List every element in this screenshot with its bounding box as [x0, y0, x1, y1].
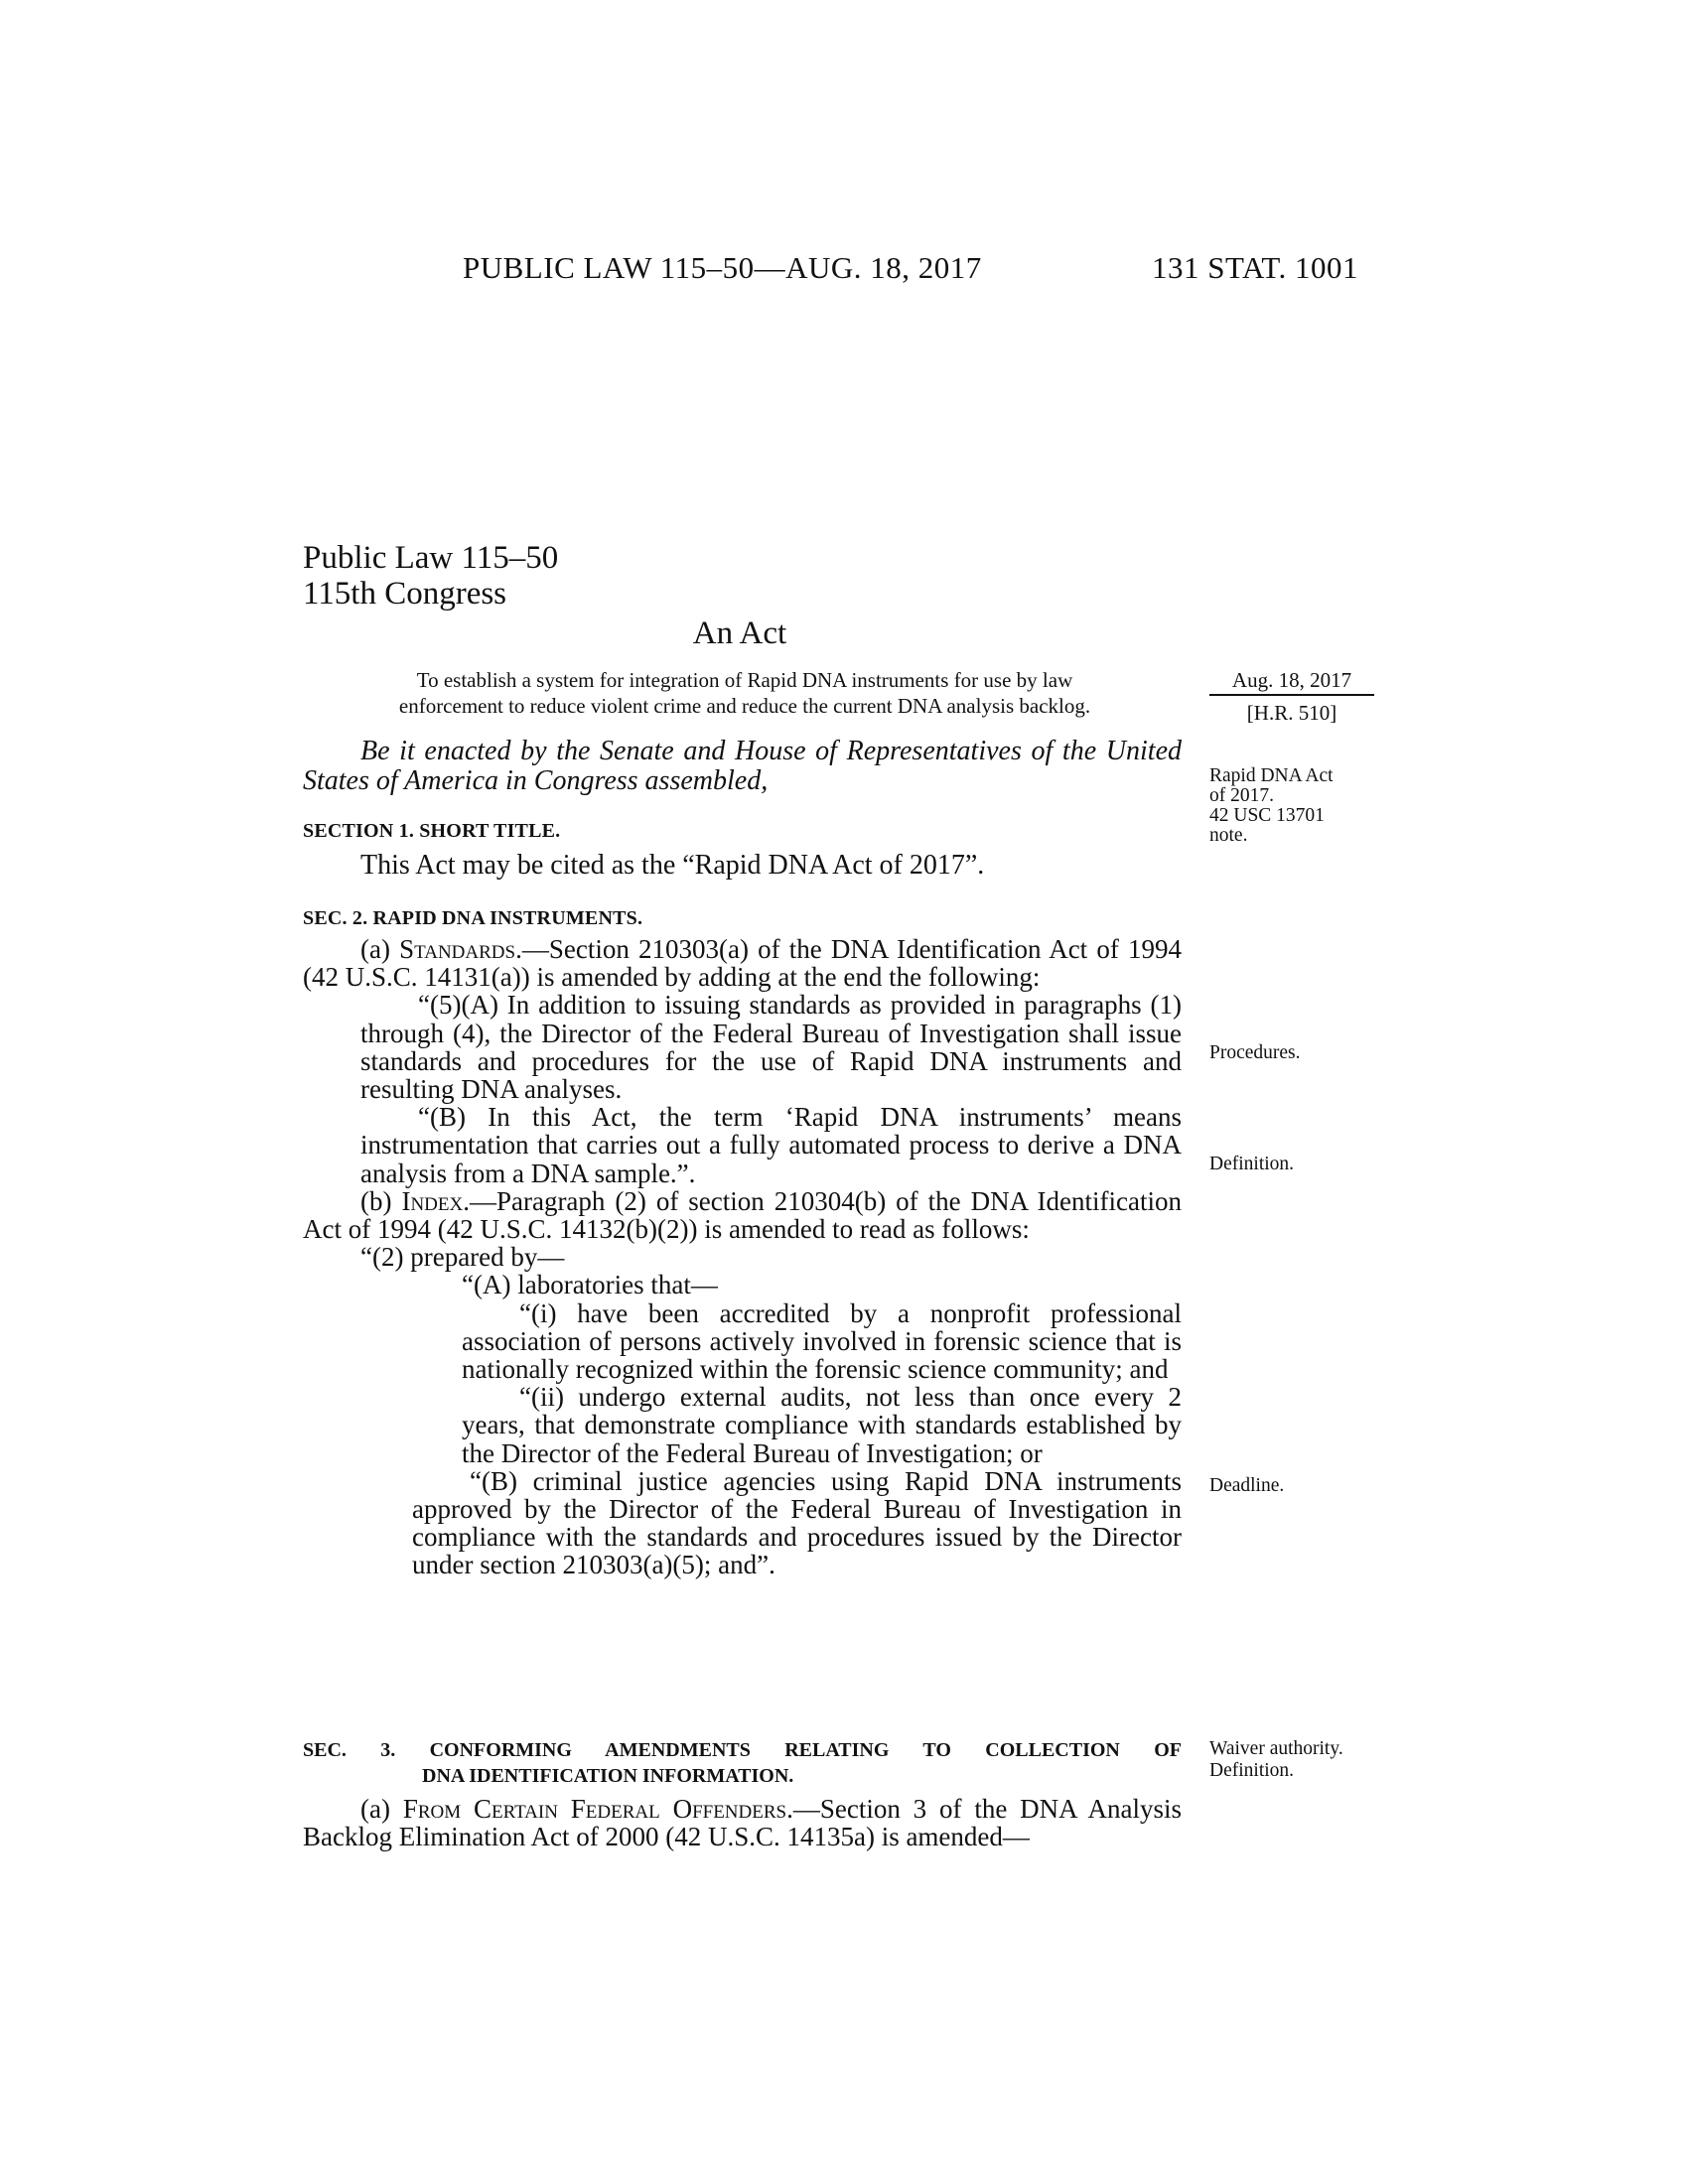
- running-header-title: PUBLIC LAW 115–50—AUG. 18, 2017: [463, 250, 982, 285]
- running-header-stat-page: 131 STAT. 1001: [1152, 250, 1359, 285]
- section-1-heading: SECTION 1. SHORT TITLE.: [303, 820, 561, 842]
- margin-note-date: Aug. 18, 2017: [1209, 667, 1374, 696]
- margin-note-procedures: Procedures.: [1209, 1042, 1301, 1063]
- section-3-heading-line-1: SEC. 3. CONFORMING AMENDMENTS RELATING TO COLLECTION OF: [303, 1739, 1182, 1761]
- margin-note-bill-number: [H.R. 510]: [1246, 701, 1337, 725]
- subsection-a-text: .—Section 210303(a) of the DNA Identification Act of 1994 (42 U.S.C. 14131(a)) is amended by adding at the end the following:: [303, 934, 1182, 993]
- act-title: An Act: [692, 615, 787, 651]
- clause-i-accredited: “(i) have been accredited by a nonprofit professional association of persons actively involved in forensic science that is nationally recognized within the forensic science community; and: [462, 1297, 1182, 1385]
- section-3-heading-line-2: DNA IDENTIFICATION INFORMATION.: [422, 1765, 794, 1787]
- margin-note-short-title-2: of 2017.: [1209, 785, 1274, 806]
- paragraph-5A: “(5)(A) In addition to issuing standards as provided in paragraphs (1) through (4), the Director of the Federal Bureau of Investigation shall issue standards and procedures for the use of Rapid DNA instruments and resulting DNA analyses.: [360, 990, 1182, 1105]
- subsection-a-federal-offenders: [303, 1795, 1182, 1850]
- clause-ii-audits: “(ii) undergo external audits, not less than once every 2 years, that demonstrate compliance with standards established by the Director of the Federal Bureau of Investigation; or: [462, 1382, 1182, 1468]
- margin-note-short-title-4: note.: [1209, 825, 1248, 846]
- subsection-a-standards: [303, 935, 1182, 991]
- margin-note-definition: Definition.: [1209, 1154, 1295, 1174]
- act-purpose: [298, 667, 1192, 719]
- subsection-b-text: .—Paragraph (2) of section 210304(b) of the DNA Identification Act of 1994 (42 U.S.C. 14132(b)(2)) is amended to read as follows:: [303, 1185, 1182, 1245]
- congress-number: 115th Congress: [303, 576, 507, 612]
- section-3-heading: [303, 1737, 1182, 1789]
- section-3-subsection-a-caption: From Certain Federal Offenders: [402, 1794, 787, 1824]
- margin-note-waiver-authority: Waiver authority.: [1209, 1738, 1343, 1759]
- margin-note-short-title-3: 42 USC 13701: [1209, 805, 1325, 826]
- purpose-line-1: To establish a system for integration of Rapid DNA instruments for use by law: [416, 668, 1073, 692]
- public-law-number: Public Law 115–50: [303, 540, 559, 576]
- clause-B-criminal-justice-agencies: “(B) criminal justice agencies using Rapid DNA instruments approved by the Director of the Federal Bureau of Investigation in compliance with the standards and procedures issued by the Director under section 210303(a)(5); and”.: [412, 1465, 1182, 1580]
- subsection-b-label: (b): [360, 1185, 402, 1216]
- enacting-clause: [303, 737, 1182, 796]
- purpose-line-2: enforcement to reduce violent crime and reduce the current DNA analysis backlog.: [398, 694, 1091, 718]
- section-2-heading: SEC. 2. RAPID DNA INSTRUMENTS.: [303, 907, 643, 929]
- subsection-b-index: [303, 1187, 1182, 1243]
- subsection-b-caption: Index: [401, 1185, 464, 1216]
- subsection-a-caption: Standards: [399, 934, 516, 964]
- margin-note-deadline: Deadline.: [1209, 1475, 1285, 1496]
- subsection-a-label: (a): [360, 934, 400, 964]
- enacting-clause-text: Be it enacted by the Senate and House of Representatives of the United States of America in Congress assembled,: [303, 736, 1182, 796]
- short-title-text: This Act may be cited as the “Rapid DNA Act of 2017”.: [360, 850, 985, 881]
- clause-A-laboratories: “(A) laboratories that—: [462, 1270, 718, 1300]
- section-3-body: [303, 1795, 1182, 1850]
- section-3-subsection-a-label: (a): [360, 1794, 403, 1824]
- margin-note-short-title-1: Rapid DNA Act: [1209, 765, 1334, 786]
- paragraph-5B: “(B) In this Act, the term ‘Rapid DNA instruments’ means instrumentation that carries out a fully automated process to derive a DNA analysis from a DNA sample.”.: [360, 1102, 1182, 1188]
- paragraph-2-prepared-by: “(2) prepared by—: [360, 1242, 565, 1273]
- margin-note-definition-2: Definition.: [1209, 1760, 1295, 1781]
- section-1-body: [303, 852, 1182, 880]
- section-2-body: [303, 935, 1182, 1579]
- section-3-subsection-a-text: .—Section 3 of the DNA Analysis Backlog Elimination Act of 2000 (42 U.S.C. 14135a) is amended—: [303, 1794, 1183, 1852]
